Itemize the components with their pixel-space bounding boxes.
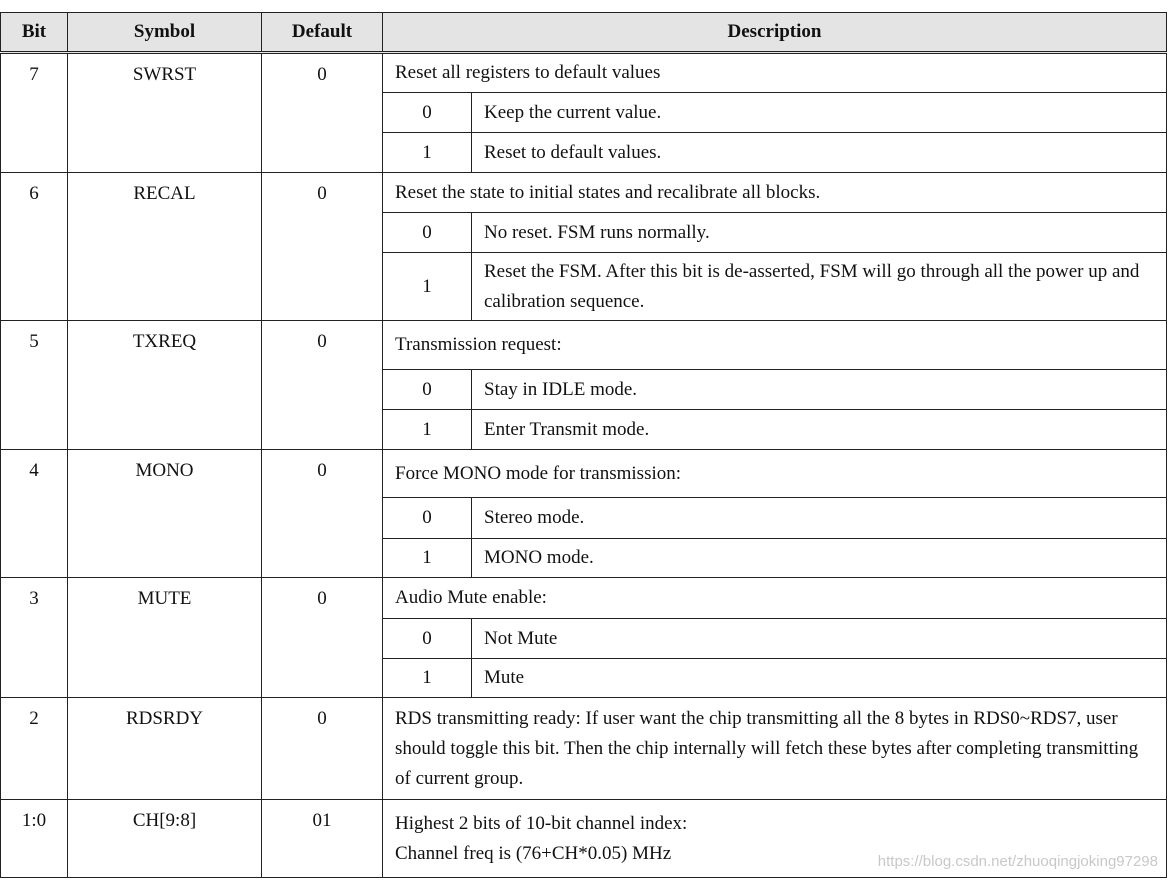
option-text: MONO mode.	[472, 539, 1167, 578]
description-cell: Highest 2 bits of 10-bit channel index: Channel freq is (76+CH*0.05) MHz	[383, 800, 1167, 878]
default-cell: 0	[262, 173, 383, 321]
symbol-cell: RDSRDY	[68, 698, 262, 800]
table-row	[1, 698, 1167, 800]
description-cell: Transmission request:	[383, 321, 1167, 370]
table-header	[1, 13, 1167, 53]
default-cell: 0	[262, 53, 383, 173]
description-cell: Audio Mute enable:	[383, 578, 1167, 619]
description-cell: Reset all registers to default values	[383, 53, 1167, 93]
bit-cell: 5	[1, 321, 68, 450]
bit-cell: 3	[1, 578, 68, 698]
option-text: Stereo mode.	[472, 498, 1167, 539]
register-bit-table	[0, 12, 1167, 878]
default-cell: 0	[262, 578, 383, 698]
option-value: 1	[383, 253, 472, 321]
header-bit: Bit	[1, 13, 68, 53]
option-value: 1	[383, 539, 472, 578]
option-value: 0	[383, 213, 472, 253]
symbol-cell: TXREQ	[68, 321, 262, 450]
bit-cell: 1:0	[1, 800, 68, 878]
table-row	[1, 53, 1167, 93]
option-text: Reset to default values.	[472, 133, 1167, 173]
header-symbol: Symbol	[68, 13, 262, 53]
symbol-cell: RECAL	[68, 173, 262, 321]
bit-cell: 6	[1, 173, 68, 321]
symbol-cell: MONO	[68, 450, 262, 578]
default-cell: 0	[262, 321, 383, 450]
option-text: Reset the FSM. After this bit is de-asserted, FSM will go through all the power up and calibration sequence.	[472, 253, 1167, 321]
header-default: Default	[262, 13, 383, 53]
symbol-cell: SWRST	[68, 53, 262, 173]
symbol-cell: MUTE	[68, 578, 262, 698]
header-description: Description	[383, 13, 1167, 53]
option-value: 0	[383, 93, 472, 133]
option-text: Enter Transmit mode.	[472, 410, 1167, 450]
watermark-url: https://blog.csdn.net/zhuoqingjoking97298	[877, 853, 1158, 870]
option-text: No reset. FSM runs normally.	[472, 213, 1167, 253]
option-text: Mute	[472, 659, 1167, 698]
default-cell: 01	[262, 800, 383, 878]
default-cell: 0	[262, 698, 383, 800]
option-text: Stay in IDLE mode.	[472, 370, 1167, 410]
option-value: 1	[383, 133, 472, 173]
bit-cell: 7	[1, 53, 68, 173]
table-row	[1, 578, 1167, 619]
option-value: 0	[383, 619, 472, 659]
option-value: 0	[383, 498, 472, 539]
description-cell: Reset the state to initial states and recalibrate all blocks.	[383, 173, 1167, 213]
description-cell: RDS transmitting ready: If user want the chip transmitting all the 8 bytes in RDS0~RDS7, user should toggle this bit. Then the chip internally will fetch these bytes after completing transmitting of current group.	[383, 698, 1167, 800]
option-value: 0	[383, 370, 472, 410]
option-text: Keep the current value.	[472, 93, 1167, 133]
option-value: 1	[383, 410, 472, 450]
table-row	[1, 173, 1167, 213]
bit-cell: 4	[1, 450, 68, 578]
symbol-cell: CH[9:8]	[68, 800, 262, 878]
table-row	[1, 450, 1167, 498]
bit-cell: 2	[1, 698, 68, 800]
option-text: Not Mute	[472, 619, 1167, 659]
default-cell: 0	[262, 450, 383, 578]
description-cell: Force MONO mode for transmission:	[383, 450, 1167, 498]
option-value: 1	[383, 659, 472, 698]
table-row	[1, 321, 1167, 370]
